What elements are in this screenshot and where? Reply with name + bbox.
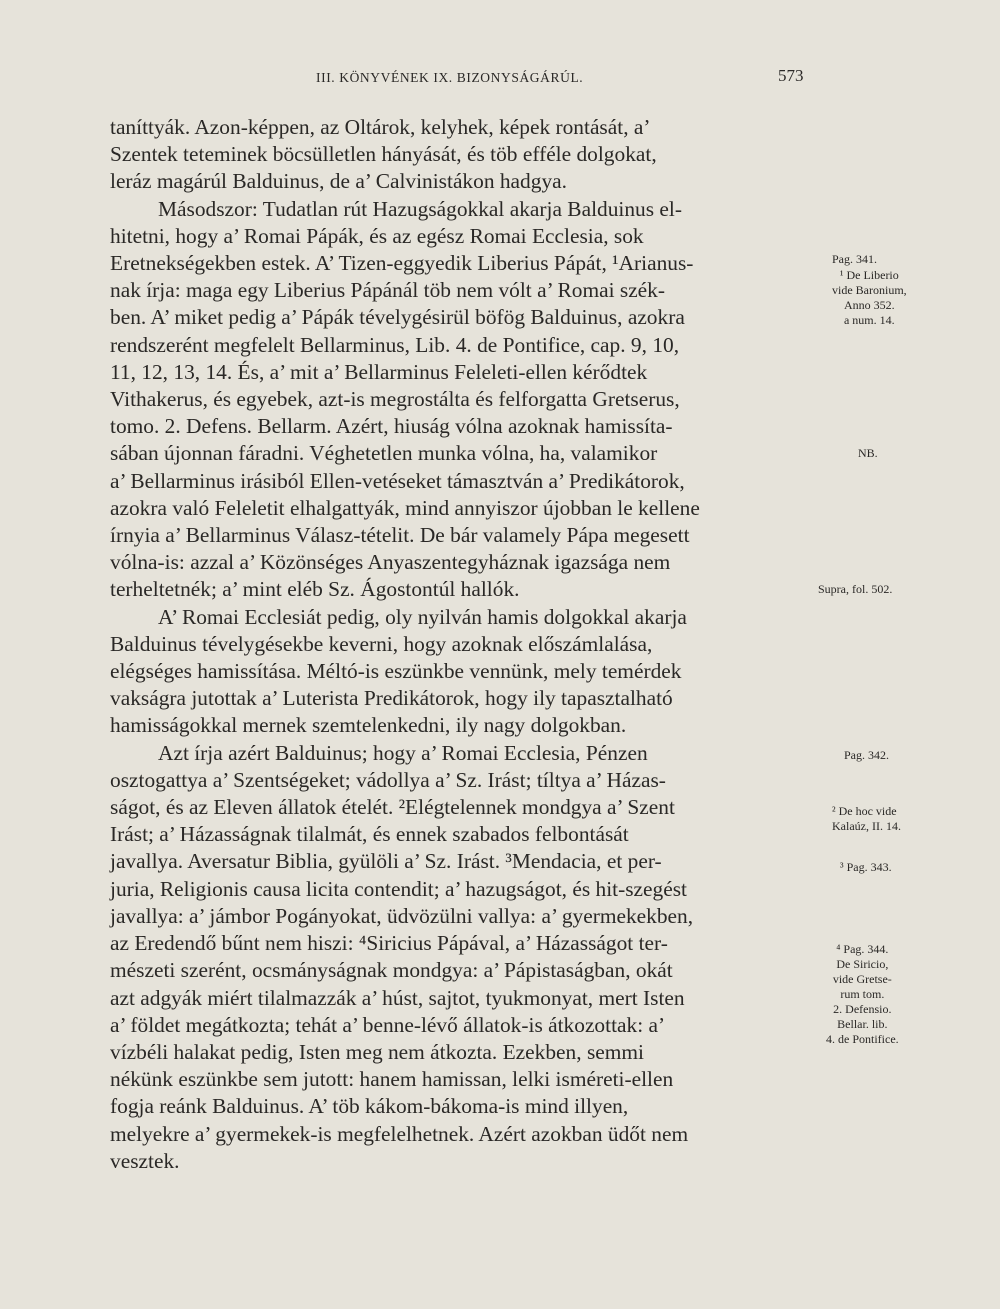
text-line: Azt írja azért Balduinus; hogy a’ Romai Ecclesia, Pénzen	[158, 740, 648, 765]
text-line: javallya. Aversatur Biblia, gyülöli a’ Sz. Irást. ³Mendacia, et per-	[110, 849, 662, 874]
text-line: mészeti szerént, ocsmányságnak mondgya: a’ Pápistaságban, okát	[110, 958, 673, 983]
text-line: vakságra jutottak a’ Luterista Predikátorok, hogy ily tapasztalható	[110, 686, 673, 711]
text-line: azokra való Feleletit elhalgattyák, mind annyiszor újobban le kellene	[110, 495, 700, 520]
text-line: Irást; a’ Házasságnak tilalmát, és ennek szabados felbontását	[110, 822, 629, 847]
text-line: sában újonnan fáradni. Véghetetlen munka vólna, ha, valamikor	[110, 441, 658, 466]
text-line: az Eredendő bűnt nem hiszi: ⁴Siricius Pápával, a’ Házasságot ter-	[110, 931, 668, 956]
text-line: osztogattya a’ Szentségeket; vádollya a’ Sz. Irást; tíltya a’ Házas-	[110, 767, 666, 792]
text-line: vízbéli halakat pedig, Isten meg nem átkozta. Ezekben, semmi	[110, 1039, 644, 1064]
text-line: elégséges hamissítása. Méltó-is eszünkbe vennünk, mely temérdek	[110, 659, 682, 684]
text-line: a’ Bellarminus irásiból Ellen-vetéseket támasztván a’ Predikátorok,	[110, 468, 685, 493]
text-line: terheltetnék; a’ mint eléb Sz. Ágostontúl hallók.	[110, 577, 520, 602]
page-number: 573	[778, 66, 804, 85]
text-line: melyekre a’ gyermekek-is megfelelhetnek. Azért azokban üdőt nem	[110, 1121, 689, 1146]
text-line: vólna-is: azzal a’ Közönséges Anyaszentegyháznak igazsága nem	[110, 550, 671, 575]
margin-note: NB.	[858, 446, 878, 460]
text-line: nak írja: maga egy Liberius Pápánál töb nem vólt a’ Romai szék-	[110, 278, 665, 303]
text-line: Másodszor: Tudatlan rút Hazugságokkal akarja Balduinus el-	[158, 196, 682, 221]
margin-note: ⁴ Pag. 344. De Siricio, vide Gretse- rum tom. 2. Defensio. Bellar. lib. 4. de Pontifice.	[826, 942, 899, 1046]
body-text	[110, 114, 816, 1175]
text-line: írnyia a’ Bellarminus Válasz-tételit. De bár valamely Pápa megesett	[110, 523, 690, 548]
text-line: hamisságokkal mernek szemtelenkedni, ily nagy dolgokban.	[110, 713, 627, 738]
margin-note: Pag. 341.	[832, 252, 877, 266]
text-line: Eretnekségekben estek. A’ Tizen-eggyedik Liberius Pápát, ¹Arianus-	[110, 251, 694, 276]
text-line: ben. A’ miket pedig a’ Pápák tévelygésirül böfög Balduinus, azokra	[110, 305, 685, 330]
text-line: leráz magárúl Balduinus, de a’ Calvinistákon hadgya.	[110, 169, 567, 194]
text-line: a’ földet megátkozta; tehát a’ benne-lévő állatok-is átkozottak: a’	[110, 1012, 666, 1037]
text-line: javallya: a’ jámbor Pogányokat, üdvözülni vallya: a’ gyermekekben,	[110, 903, 694, 928]
text-line: juria, Religionis causa licita contendit; a’ hazugságot, és hit-szegést	[110, 876, 687, 901]
text-line: Szentek teteminek böcsülletlen hányását, és töb efféle dolgokat,	[110, 142, 657, 167]
text-line: tomo. 2. Defens. Bellarm. Azért, hiuság vólna azoknak hamissíta-	[110, 414, 673, 439]
text-line: 11, 12, 13, 14. És, a’ mit a’ Bellarminus Feleleti-ellen kérődtek	[110, 359, 648, 384]
text-line: fogja reánk Balduinus. A’ töb kákom-bákoma-is mind illyen,	[110, 1094, 629, 1119]
text-line: nékünk eszünkbe sem jutott: hanem hamissan, lelki isméreti-ellen	[110, 1067, 674, 1092]
margin-note: ³ Pag. 343.	[840, 860, 892, 874]
text-line: vesztek.	[110, 1148, 180, 1173]
text-line: A’ Romai Ecclesiát pedig, oly nyilván hamis dolgokkal akarja	[158, 604, 687, 629]
margin-note: ² De hoc vide Kalaúz, II. 14.	[832, 804, 901, 833]
text-line: rendszerént megfelelt Bellarminus, Lib. 4. de Pontifice, cap. 9, 10,	[110, 332, 680, 357]
text-line: azt adgyák miért tilalmazzák a’ húst, sajtot, tyukmonyat, mert Isten	[110, 985, 685, 1010]
text-line: Balduinus tévelygésekbe keverni, hogy azoknak előszámlalása,	[110, 631, 653, 656]
text-line: hitetni, hogy a’ Romai Pápák, és az egész Romai Ecclesia, sok	[110, 223, 644, 248]
margin-note: Pag. 342.	[844, 748, 889, 762]
text-line: Vithakerus, és egyebek, azt-is megrostálta és felforgatta Gretserus,	[110, 387, 680, 412]
margin-note: Supra, fol. 502.	[818, 582, 893, 596]
text-line: taníttyák. Azon-képpen, az Oltárok, kelyhek, képek rontását, a’	[110, 115, 651, 139]
text-line: ságot, és az Eleven állatok ételét. ²Elégtelennek mondgya a’ Szent	[110, 795, 675, 820]
running-head: III. KÖNYVÉNEK IX. BIZONYSÁGÁRÚL.	[316, 70, 584, 85]
margin-note: ¹ De Liberio vide Baronium, Anno 352. a num. 14.	[832, 268, 907, 327]
